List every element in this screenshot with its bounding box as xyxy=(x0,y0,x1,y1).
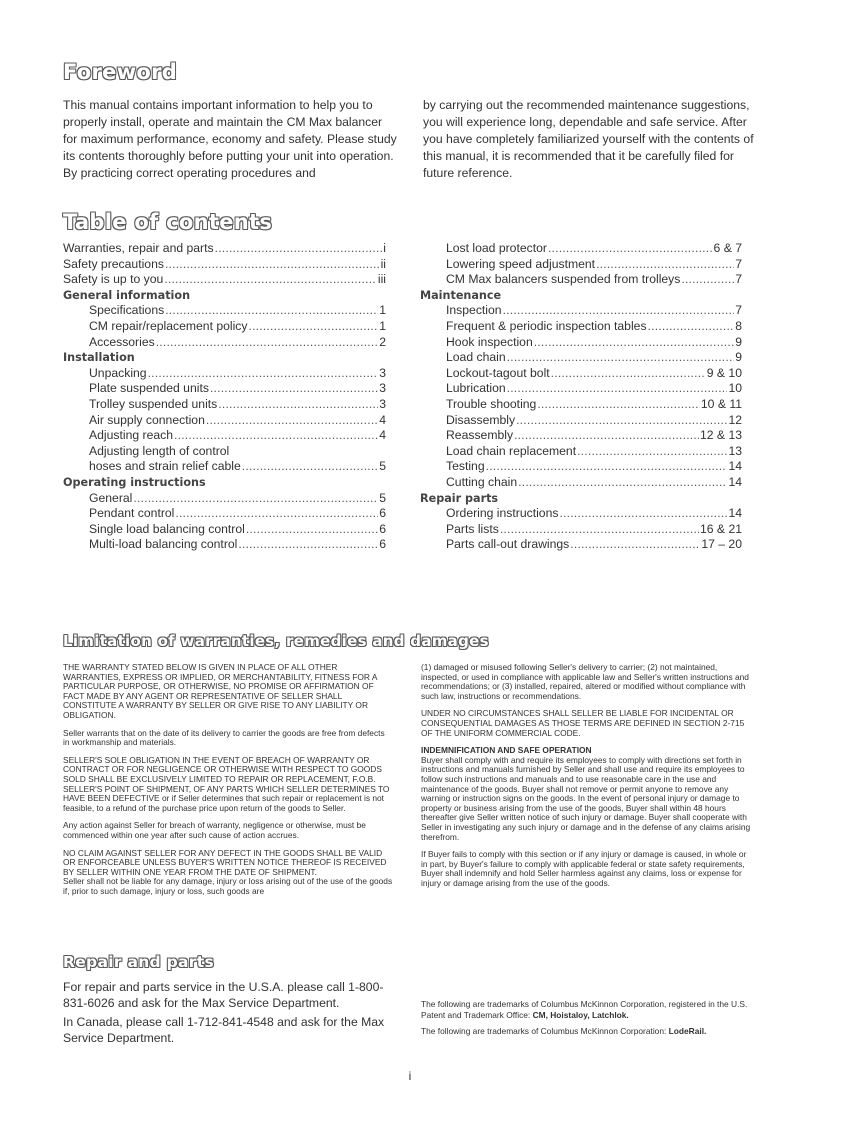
toc-entry[interactable]: Load chain ..... 9 xyxy=(420,350,742,366)
toc-column-right xyxy=(420,241,742,553)
limitation-paragraph: Any action against Seller for breach of warranty, negligence or otherwise, must be commenced within one year after such cause of action accrues. xyxy=(63,820,366,840)
trademark-line xyxy=(421,999,761,1020)
toc-heading: Table of contents xyxy=(63,210,273,234)
toc-entry[interactable]: Disassembly ..... 12 xyxy=(420,413,742,429)
trademark-names: CM, Hoistaloy, Latchlok. xyxy=(532,1009,629,1020)
toc-entry[interactable]: Air supply connection ..... 4 xyxy=(63,413,386,429)
foreword-text-left: This manual contains important information to help you to properly install, operate and maintain the CM Max balancer for maximum performance, economy and safety. Please study its contents thoroughly before putting your unit into operation. By practicing correct operating procedures and xyxy=(63,98,397,180)
toc-entry[interactable]: Cutting chain ..... 14 xyxy=(420,475,742,491)
limitation-paragraph: (1) damaged or misused following Seller's delivery to carrier; (2) not maintained, inspected, or used in compliance with applicable law and Seller's written instructions and recommendations; or (3) installed, repaired, altered or modified without compliance with such law, instructions or recommendations. xyxy=(421,662,749,701)
toc-entry[interactable]: Reassembly ..... 12 & 13 xyxy=(420,428,742,444)
trademark-line xyxy=(421,1026,761,1037)
trademark-notice xyxy=(421,999,761,1043)
repair-canada-text: In Canada, please call 1-712-841-4548 and ask for the Max Service Department. xyxy=(63,1015,385,1045)
page-number: i xyxy=(408,1069,412,1083)
trademark-text: The following are trademarks of Columbus McKinnon Corporation, registered in the U.S. Patent and Trademark Office: xyxy=(421,999,748,1020)
limitation-paragraph: UNDER NO CIRCUMSTANCES SHALL SELLER BE LIABLE FOR INCIDENTAL OR CONSEQUENTIAL DAMAGES AS THOSE TERMS ARE DEFINED IN SECTION 2-715 OF THE UNIFORM COMMERCIAL CODE. xyxy=(421,708,745,738)
toc-section-installation: Installation xyxy=(63,351,135,365)
toc-entry[interactable]: General ..... 5 xyxy=(63,491,386,507)
limitation-paragraph: SELLER'S SOLE OBLIGATION IN THE EVENT OF BREACH OF WARRANTY OR CONTRACT OR FOR NEGLIGENCE OR OTHERWISE WITH RESPECT TO GOODS SOLD SHALL BE EXCLUSIVELY LIMITED TO REPAIR OR REPLACEMENT, F.O.B. SELLER'S POINT OF SHIPMENT, OF ANY PARTS WHICH SELLER DETERMINES TO HAVE BEEN DEFECTIVE or if Seller determines that such repair or replacement is not feasible, to a refund of the purchase price upon return of the goods to Seller. xyxy=(63,754,390,813)
toc-entry[interactable]: Single load balancing control ..... 6 xyxy=(63,522,386,538)
toc-entry[interactable]: Lost load protector ..... 6 & 7 xyxy=(420,241,742,257)
foreword-heading: Foreword xyxy=(63,60,178,84)
limitation-paragraph: Seller shall not be liable for any damage, injury or loss arising out of the use of the goods if, prior to such damage, injury or loss, such goods are xyxy=(63,876,393,896)
toc-entry[interactable]: Ordering instructions ..... 14 xyxy=(420,506,742,522)
limitation-paragraph: THE WARRANTY STATED BELOW IS GIVEN IN PLACE OF ALL OTHER WARRANTIES, EXPRESS OR IMPLIED, OR MERCHANTABILITY, FITNESS FOR A PARTICULAR PURPOSE, OR OTHERWISE, NO PROMISE OR AFFIRMATION OF FACT MADE BY ANY AGENT OR REPRESENTATIVE OF SELLER SHALL CONSTITUTE A WARRANTY BY SELLER OR GIVE RISE TO ANY LIABILITY OR OBLIGATION. xyxy=(63,662,377,720)
toc-section-maintenance: Maintenance xyxy=(420,288,502,302)
repair-usa-text: For repair and parts service in the U.S.A. please call 1-800-831-6026 and ask for the Max Service Department. xyxy=(63,980,384,1010)
indemnification-heading: INDEMNIFICATION AND SAFE OPERATION xyxy=(421,745,592,756)
toc-entry[interactable]: Lubrication ..... 10 xyxy=(420,381,742,397)
toc-entry-wrap[interactable]: Adjusting length of control xyxy=(89,443,230,458)
limitation-paragraph: Buyer shall comply with and require its employees to comply with directions set forth in instructions and manuals furnished by Seller and shall use and require its employees to follow such instructions and manuals and to use reasonable care in the use and maintenance of the goods. Buyer shall not remove or permit anyone to remove any warning or instruction signs on the goods. In the event of personal injury or damage to property or business arising from the use of the goods, Buyer shall within 48 hours thereafter give Seller written notice of such injury or damage. Buyer shall cooperate with Seller in investigating any such injury or damage and in the defense of any claims arising therefrom. xyxy=(421,754,751,842)
limitation-paragraph: Seller warrants that on the date of its delivery to carrier the goods are free from defects in workmanship and materials. xyxy=(63,727,385,748)
toc-section-operating: Operating instructions xyxy=(63,475,206,489)
foreword-text-right: by carrying out the recommended maintenance suggestions, you will experience long, dependable and safe service. After you have completely familiarized yourself with the contents of this manual, it is recommended that it be carefully filed for future reference. xyxy=(423,98,754,180)
toc-entry[interactable]: Pendant control ..... 6 xyxy=(63,506,386,522)
toc-entry[interactable]: Frequent & periodic inspection tables ..... 8 xyxy=(420,319,742,335)
toc-entry[interactable]: Unpacking ..... 3 xyxy=(63,366,386,382)
trademark-text: The following are trademarks of Columbus McKinnon Corporation: xyxy=(421,1026,669,1036)
toc-entry[interactable]: Specifications ..... 1 xyxy=(63,303,386,319)
toc-entry[interactable]: CM repair/replacement policy ..... 1 xyxy=(63,319,386,335)
toc-entry[interactable]: Trouble shooting ..... 10 & 11 xyxy=(420,397,742,413)
repair-parts-heading: Repair and parts xyxy=(63,953,214,971)
toc-entry[interactable]: Safety precautions ..... ii xyxy=(63,257,386,273)
toc-entry[interactable]: Trolley suspended units ..... 3 xyxy=(63,397,386,413)
toc-entry[interactable]: Inspection ..... 7 xyxy=(420,303,742,319)
toc-entry[interactable]: Accessories ..... 2 xyxy=(63,335,386,351)
toc-section-general: General information xyxy=(63,288,191,302)
toc-entry[interactable]: CM Max balancers suspended from trolleys ..... 7 xyxy=(420,272,742,288)
toc-entry[interactable]: Parts lists ..... 16 & 21 xyxy=(420,522,742,538)
toc-entry[interactable]: Testing ..... 14 xyxy=(420,459,742,475)
limitation-column-left xyxy=(63,663,393,896)
repair-parts-body xyxy=(63,979,403,1049)
toc-entry[interactable]: Load chain replacement ..... 13 xyxy=(420,444,742,460)
limitation-column-right xyxy=(421,663,753,896)
toc-entry[interactable]: Multi-load balancing control ..... 6 xyxy=(63,537,386,553)
trademark-names: LodeRail. xyxy=(668,1026,707,1036)
toc-entry[interactable]: Plate suspended units ..... 3 xyxy=(63,381,386,397)
limitation-paragraph: NO CLAIM AGAINST SELLER FOR ANY DEFECT IN THE GOODS SHALL BE VALID OR ENFORCEABLE UNLESS BUYER'S WRITTEN NOTICE THEREOF IS RECEIVED BY SELLER WITHIN ONE YEAR FROM THE DATE OF SHIPMENT. xyxy=(63,847,387,877)
toc-entry[interactable]: Adjusting reach ..... 4 xyxy=(63,428,386,444)
limitation-heading: Limitation of warranties, remedies and damages xyxy=(63,632,489,650)
toc-entry[interactable]: Lowering speed adjustment ..... 7 xyxy=(420,257,742,273)
toc-entry[interactable]: Safety is up to you ..... iii xyxy=(63,272,386,288)
toc-entry[interactable]: hoses and strain relief cable ..... 5 xyxy=(63,459,386,475)
toc-entry[interactable]: Lockout-tagout bolt ..... 9 & 10 xyxy=(420,366,742,382)
toc-column-left xyxy=(63,241,386,553)
toc-entry[interactable]: Parts call-out drawings ..... 17 – 20 xyxy=(420,537,742,553)
toc-section-repair-parts: Repair parts xyxy=(420,491,499,505)
limitation-paragraph: If Buyer fails to comply with this section or if any injury or damage is caused, in whole or in part, by Buyer's failure to comply with applicable federal or state safety requirements, Buyer shall indemnify and hold Seller harmless against any claims, loss or expense for injury or damage arising from the use of the goods. xyxy=(421,849,747,888)
toc-entry[interactable]: Warranties, repair and parts ..... i xyxy=(63,241,386,257)
toc-entry[interactable]: Hook inspection ..... 9 xyxy=(420,335,742,351)
